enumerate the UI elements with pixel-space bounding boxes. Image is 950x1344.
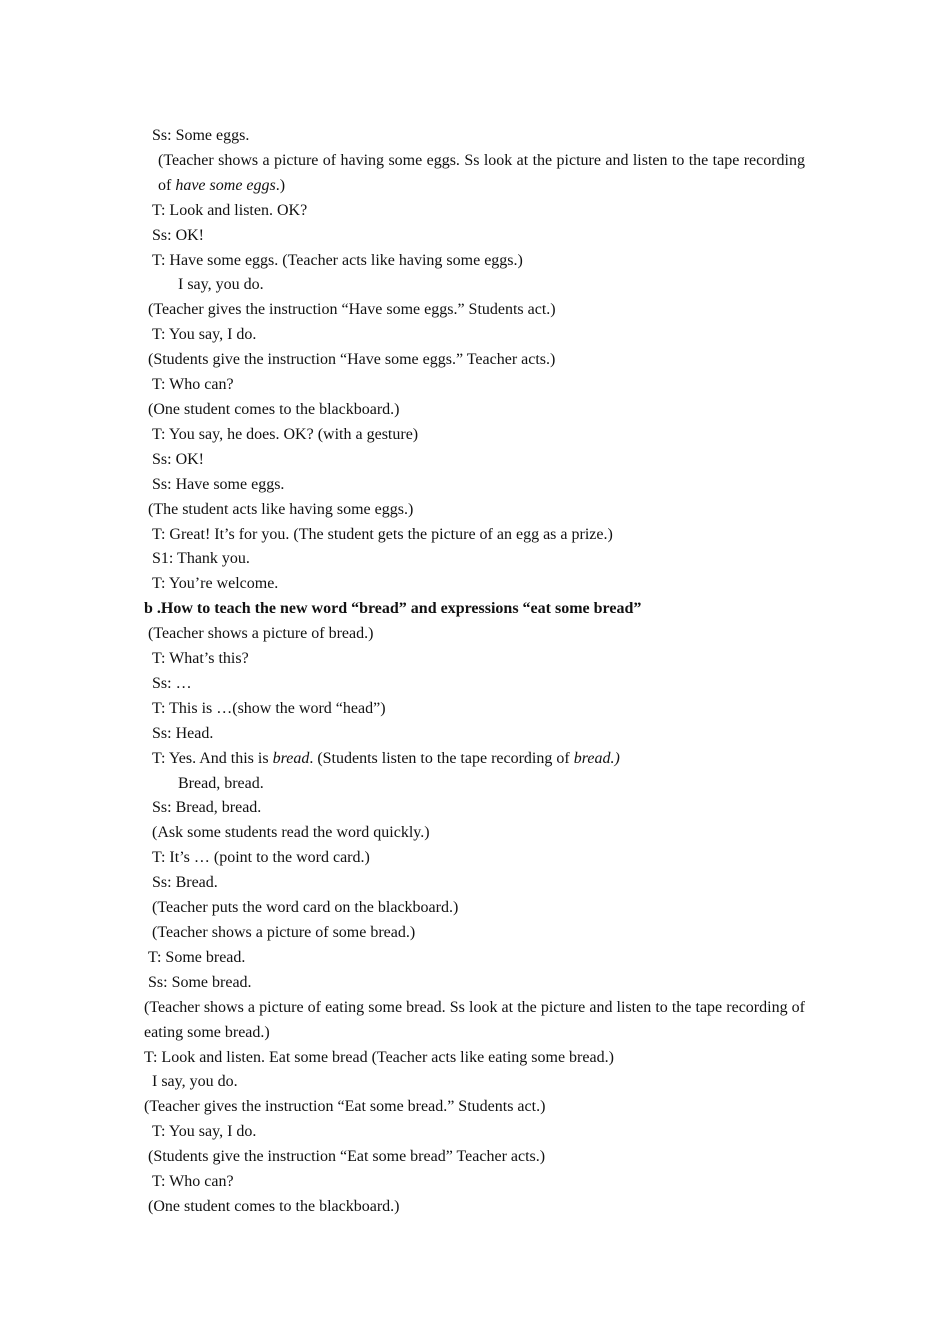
dialogue-line: Ss: Some bread. — [148, 973, 252, 991]
stage-direction: (The student acts like having some eggs.) — [148, 500, 414, 518]
dialogue-line: T: Who can? — [152, 376, 234, 394]
dialogue-line: T: Have some eggs. (Teacher acts like having some eggs.) — [152, 251, 523, 269]
dialogue-line: T: This is …(show the word “head”) — [152, 699, 386, 717]
dialogue-line: Ss: Bread, bread. — [152, 799, 262, 817]
dialogue-line: T: Look and listen. OK? — [152, 201, 308, 219]
dialogue-line: T: What’s this? — [152, 650, 249, 668]
dialogue-line: T: Look and listen. Eat some bread (Teacher acts like eating some bread.) — [144, 1048, 614, 1066]
dialogue-line: T: You say, I do. — [152, 1123, 257, 1141]
section-heading: b .How to teach the new word “bread” and expressions “eat some bread” — [144, 600, 642, 618]
dialogue-line: Ss: … — [152, 674, 192, 692]
italic-word: bread — [272, 749, 310, 767]
dialogue-line: Bread, bread. — [178, 774, 264, 792]
stage-direction: (One student comes to the blackboard.) — [148, 1197, 400, 1215]
italic-phrase: have some eggs — [175, 176, 276, 194]
dialogue-line: I say, you do. — [178, 276, 264, 294]
dialogue-line: T: Who can? — [152, 1173, 234, 1191]
dialogue-line: Ss: Bread. — [152, 874, 218, 892]
stage-direction: (Ask some students read the word quickly.) — [152, 824, 430, 842]
dialogue-line: T: Great! It’s for you. (The student gets the picture of an egg as a prize.) — [152, 525, 613, 543]
dialogue-line: Ss: Some eggs. — [152, 127, 250, 144]
dialogue-line: T: You say, I do. — [152, 326, 257, 344]
dialogue-line: T: Yes. And this is bread. (Students listen to the tape recording of bread.) — [152, 749, 620, 767]
stage-direction: (Teacher gives the instruction “Eat some bread.” Students act.) — [144, 1098, 546, 1116]
stage-direction-paragraph: (Teacher shows a picture of eating some bread. Ss look at the picture and listen to the tape recording of eating some bread.) — [144, 998, 805, 1041]
dialogue-line: Ss: OK! — [152, 450, 205, 468]
dialogue-line: T: You say, he does. OK? (with a gesture) — [152, 425, 419, 443]
dialogue-line: Ss: OK! — [152, 226, 205, 244]
italic-word: bread.) — [573, 749, 620, 767]
stage-direction: (Students give the instruction “Eat some bread” Teacher acts.) — [148, 1148, 546, 1166]
stage-direction: (One student comes to the blackboard.) — [148, 400, 400, 418]
stage-direction: (Teacher shows a picture of some bread.) — [152, 924, 416, 941]
dialogue-line: T: You’re welcome. — [152, 575, 279, 593]
dialogue-line: I say, you do. — [152, 1073, 238, 1091]
dialogue-line: T: Some bread. — [148, 948, 246, 966]
stage-direction: (Teacher gives the instruction “Have some eggs.” Students act.) — [148, 301, 556, 319]
stage-direction: (Students give the instruction “Have some eggs.” Teacher acts.) — [148, 351, 556, 369]
stage-direction-paragraph: (Teacher shows a picture of having some eggs. Ss look at the picture and listen to the tape recording of have some eggs.) — [158, 151, 805, 194]
stage-direction: (Teacher shows a picture of bread.) — [148, 625, 374, 643]
stage-direction: (Teacher puts the word card on the blackboard.) — [152, 899, 459, 917]
dialogue-line: Ss: Have some eggs. — [152, 475, 285, 493]
dialogue-line: S1: Thank you. — [152, 550, 250, 568]
dialogue-line: Ss: Head. — [152, 724, 214, 742]
dialogue-line: T: It’s … (point to the word card.) — [152, 849, 370, 867]
lesson-transcript — [144, 124, 805, 1220]
